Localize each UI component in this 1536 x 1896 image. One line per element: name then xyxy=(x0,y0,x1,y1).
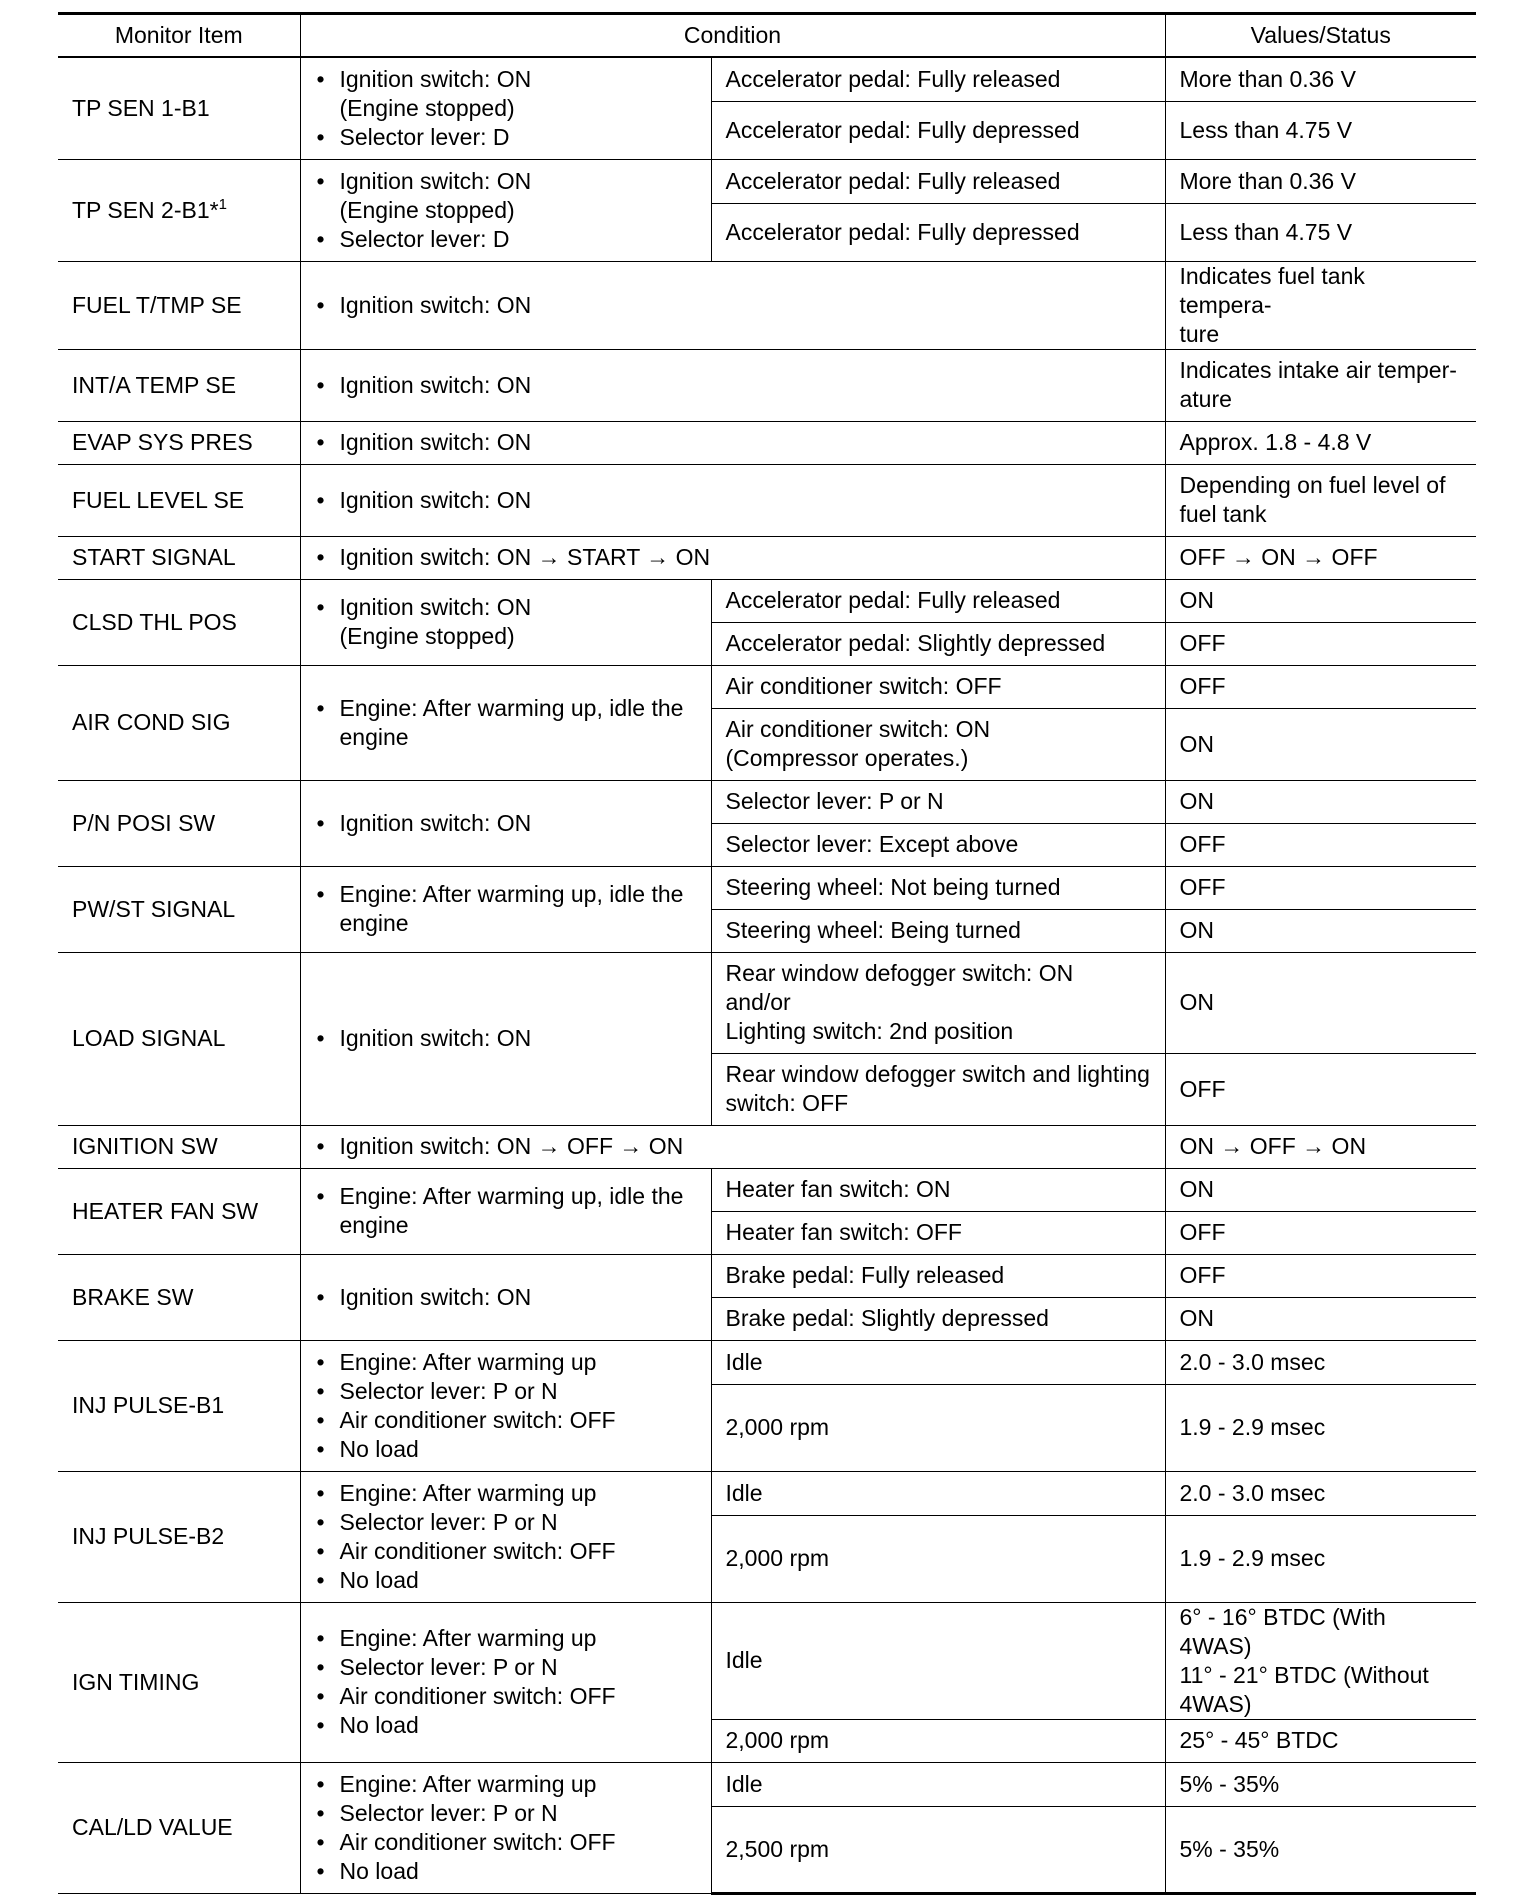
monitor-item: START SIGNAL xyxy=(58,536,300,579)
monitor-item: IGN TIMING xyxy=(58,1602,300,1762)
sub-condition: Accelerator pedal: Slightly depressed xyxy=(711,622,1165,665)
value: 6° - 16° BTDC (With 4WAS) 11° - 21° BTDC (Without 4WAS) xyxy=(1165,1602,1476,1719)
condition xyxy=(300,952,711,1125)
table-row xyxy=(58,536,1476,579)
value: OFF xyxy=(1165,1053,1476,1125)
sub-condition: Idle xyxy=(711,1471,1165,1515)
sub-condition: Accelerator pedal: Fully released xyxy=(711,159,1165,203)
header-values-status: Values/Status xyxy=(1165,14,1476,58)
monitor-item: CAL/LD VALUE xyxy=(58,1762,300,1893)
value: OFF xyxy=(1165,622,1476,665)
sub-condition: Air conditioner switch: ON (Compressor operates.) xyxy=(711,708,1165,780)
value: 1.9 - 2.9 msec xyxy=(1165,1384,1476,1471)
table-row xyxy=(58,57,1476,101)
condition-bullet: • Engine: After warming up, idle the engine xyxy=(315,1182,697,1240)
value: ON → OFF → ON xyxy=(1165,1125,1476,1168)
value: Less than 4.75 V xyxy=(1165,203,1476,261)
sub-condition: Idle xyxy=(711,1762,1165,1806)
sub-condition: Accelerator pedal: Fully depressed xyxy=(711,203,1165,261)
table-row xyxy=(58,1602,1476,1719)
table-row xyxy=(58,261,1476,349)
sub-condition: 2,000 rpm xyxy=(711,1384,1165,1471)
condition-bullet: • Ignition switch: ON → START → ON xyxy=(315,543,1151,572)
condition-bullet: • Air conditioner switch: OFF xyxy=(315,1828,697,1857)
sub-condition: Idle xyxy=(711,1340,1165,1384)
condition xyxy=(300,1168,711,1254)
condition-bullet: • Air conditioner switch: OFF xyxy=(315,1537,697,1566)
value: ON xyxy=(1165,1168,1476,1211)
condition-bullet: • Engine: After warming up, idle the engine xyxy=(315,880,697,938)
condition-bullet: • No load xyxy=(315,1711,697,1740)
monitor-item: CLSD THL POS xyxy=(58,579,300,665)
condition-bullet: • Engine: After warming up xyxy=(315,1624,697,1653)
condition-bullet: • No load xyxy=(315,1435,697,1464)
condition xyxy=(300,1254,711,1340)
sub-condition: Accelerator pedal: Fully depressed xyxy=(711,101,1165,159)
value: Approx. 1.8 - 4.8 V xyxy=(1165,421,1476,464)
condition xyxy=(300,1602,711,1762)
monitor-item: AIR COND SIG xyxy=(58,665,300,780)
monitor-item: IGNITION SW xyxy=(58,1125,300,1168)
sub-condition: Steering wheel: Being turned xyxy=(711,909,1165,952)
value: OFF → ON → OFF xyxy=(1165,536,1476,579)
table-row xyxy=(58,866,1476,909)
value: ON xyxy=(1165,579,1476,622)
footnote-marker: 1 xyxy=(218,195,227,213)
monitor-item: BRAKE SW xyxy=(58,1254,300,1340)
condition xyxy=(300,1125,1165,1168)
condition xyxy=(300,866,711,952)
value: 5% - 35% xyxy=(1165,1762,1476,1806)
table-row xyxy=(58,159,1476,203)
table-row xyxy=(58,780,1476,823)
header-row xyxy=(58,14,1476,58)
value: 25° - 45° BTDC xyxy=(1165,1719,1476,1762)
condition xyxy=(300,57,711,159)
sub-condition: Idle xyxy=(711,1602,1165,1719)
value: Indicates intake air temper- ature xyxy=(1165,349,1476,421)
condition xyxy=(300,159,711,261)
table-row xyxy=(58,1125,1476,1168)
condition xyxy=(300,579,711,665)
condition-bullet: • No load xyxy=(315,1566,697,1595)
value: 2.0 - 3.0 msec xyxy=(1165,1340,1476,1384)
condition-bullet: • Ignition switch: ON xyxy=(315,428,1151,457)
monitor-item-table xyxy=(58,12,1476,1895)
monitor-item: FUEL LEVEL SE xyxy=(58,464,300,536)
condition-bullet: • Selector lever: D xyxy=(315,123,697,152)
condition-bullet: • Selector lever: P or N xyxy=(315,1508,697,1537)
table-row xyxy=(58,1340,1476,1384)
sub-condition: Selector lever: Except above xyxy=(711,823,1165,866)
value: OFF xyxy=(1165,823,1476,866)
value: More than 0.36 V xyxy=(1165,57,1476,101)
table-row xyxy=(58,1471,1476,1515)
table-row xyxy=(58,1254,1476,1297)
sub-condition: Rear window defogger switch and lighting switch: OFF xyxy=(711,1053,1165,1125)
condition-bullet: • Selector lever: D xyxy=(315,225,697,254)
monitor-item: INJ PULSE-B2 xyxy=(58,1471,300,1602)
table-row xyxy=(58,464,1476,536)
value: ON xyxy=(1165,708,1476,780)
monitor-item: FUEL T/TMP SE xyxy=(58,261,300,349)
condition-bullet: • Engine: After warming up, idle the engine xyxy=(315,694,697,752)
condition-bullet: • Engine: After warming up xyxy=(315,1770,697,1799)
condition-bullet: • Selector lever: P or N xyxy=(315,1377,697,1406)
sub-condition: Brake pedal: Slightly depressed xyxy=(711,1297,1165,1340)
header-condition: Condition xyxy=(300,14,1165,58)
sub-condition: Accelerator pedal: Fully released xyxy=(711,57,1165,101)
sub-condition: Accelerator pedal: Fully released xyxy=(711,579,1165,622)
condition xyxy=(300,665,711,780)
condition-bullet: • Ignition switch: ON xyxy=(315,809,697,838)
sub-condition: Selector lever: P or N xyxy=(711,780,1165,823)
sub-condition: Brake pedal: Fully released xyxy=(711,1254,1165,1297)
condition xyxy=(300,261,1165,349)
value: Less than 4.75 V xyxy=(1165,101,1476,159)
table-row xyxy=(58,952,1476,1053)
value: ON xyxy=(1165,1297,1476,1340)
table-row xyxy=(58,1168,1476,1211)
table-row xyxy=(58,421,1476,464)
sub-condition: Heater fan switch: OFF xyxy=(711,1211,1165,1254)
value: OFF xyxy=(1165,665,1476,708)
condition-bullet: • Ignition switch: ON xyxy=(315,1024,697,1053)
sub-condition: 2,000 rpm xyxy=(711,1719,1165,1762)
monitor-item xyxy=(58,159,300,261)
condition-bullet: • Air conditioner switch: OFF xyxy=(315,1682,697,1711)
condition-bullet: • Air conditioner switch: OFF xyxy=(315,1406,697,1435)
sub-condition: Steering wheel: Not being turned xyxy=(711,866,1165,909)
condition xyxy=(300,1340,711,1471)
condition-bullet: • Selector lever: P or N xyxy=(315,1653,697,1682)
value: More than 0.36 V xyxy=(1165,159,1476,203)
table-row xyxy=(58,665,1476,708)
sub-condition: 2,000 rpm xyxy=(711,1515,1165,1602)
condition xyxy=(300,780,711,866)
condition xyxy=(300,1762,711,1893)
monitor-item: LOAD SIGNAL xyxy=(58,952,300,1125)
condition-bullet: • Ignition switch: ON xyxy=(315,371,1151,400)
value: Depending on fuel level of fuel tank xyxy=(1165,464,1476,536)
sub-condition: 2,500 rpm xyxy=(711,1806,1165,1893)
condition-bullet: • Engine: After warming up xyxy=(315,1479,697,1508)
condition-bullet: • Ignition switch: ON xyxy=(315,1283,697,1312)
condition xyxy=(300,464,1165,536)
monitor-item: P/N POSI SW xyxy=(58,780,300,866)
value: ON xyxy=(1165,909,1476,952)
sub-condition: Rear window defogger switch: ON and/or Lighting switch: 2nd position xyxy=(711,952,1165,1053)
table-row xyxy=(58,1762,1476,1806)
value: OFF xyxy=(1165,1211,1476,1254)
sub-condition: Air conditioner switch: OFF xyxy=(711,665,1165,708)
value: 1.9 - 2.9 msec xyxy=(1165,1515,1476,1602)
condition xyxy=(300,536,1165,579)
condition xyxy=(300,1471,711,1602)
monitor-item: INT/A TEMP SE xyxy=(58,349,300,421)
monitor-item: TP SEN 1-B1 xyxy=(58,57,300,159)
monitor-item: PW/ST SIGNAL xyxy=(58,866,300,952)
condition xyxy=(300,421,1165,464)
monitor-item: INJ PULSE-B1 xyxy=(58,1340,300,1471)
value: OFF xyxy=(1165,1254,1476,1297)
condition-bullet: • Ignition switch: ON xyxy=(315,291,1151,320)
value: Indicates fuel tank tempera- ture xyxy=(1165,261,1476,349)
table-row xyxy=(58,349,1476,421)
condition xyxy=(300,349,1165,421)
table-row xyxy=(58,579,1476,622)
monitor-item: EVAP SYS PRES xyxy=(58,421,300,464)
condition-bullet: • Ignition switch: ON (Engine stopped) xyxy=(315,65,697,123)
value: 2.0 - 3.0 msec xyxy=(1165,1471,1476,1515)
value: ON xyxy=(1165,780,1476,823)
condition-bullet: • Ignition switch: ON (Engine stopped) xyxy=(315,593,697,651)
header-monitor-item: Monitor Item xyxy=(58,14,300,58)
value: 5% - 35% xyxy=(1165,1806,1476,1893)
condition-bullet: • Selector lever: P or N xyxy=(315,1799,697,1828)
value: OFF xyxy=(1165,866,1476,909)
condition-bullet: • No load xyxy=(315,1857,697,1886)
monitor-item: HEATER FAN SW xyxy=(58,1168,300,1254)
condition-bullet: • Engine: After warming up xyxy=(315,1348,697,1377)
value: ON xyxy=(1165,952,1476,1053)
condition-bullet: • Ignition switch: ON (Engine stopped) xyxy=(315,167,697,225)
condition-bullet: • Ignition switch: ON → OFF → ON xyxy=(315,1132,1151,1161)
sub-condition: Heater fan switch: ON xyxy=(711,1168,1165,1211)
monitor-item-label: TP SEN 2-B1* xyxy=(72,196,219,223)
condition-bullet: • Ignition switch: ON xyxy=(315,486,1151,515)
